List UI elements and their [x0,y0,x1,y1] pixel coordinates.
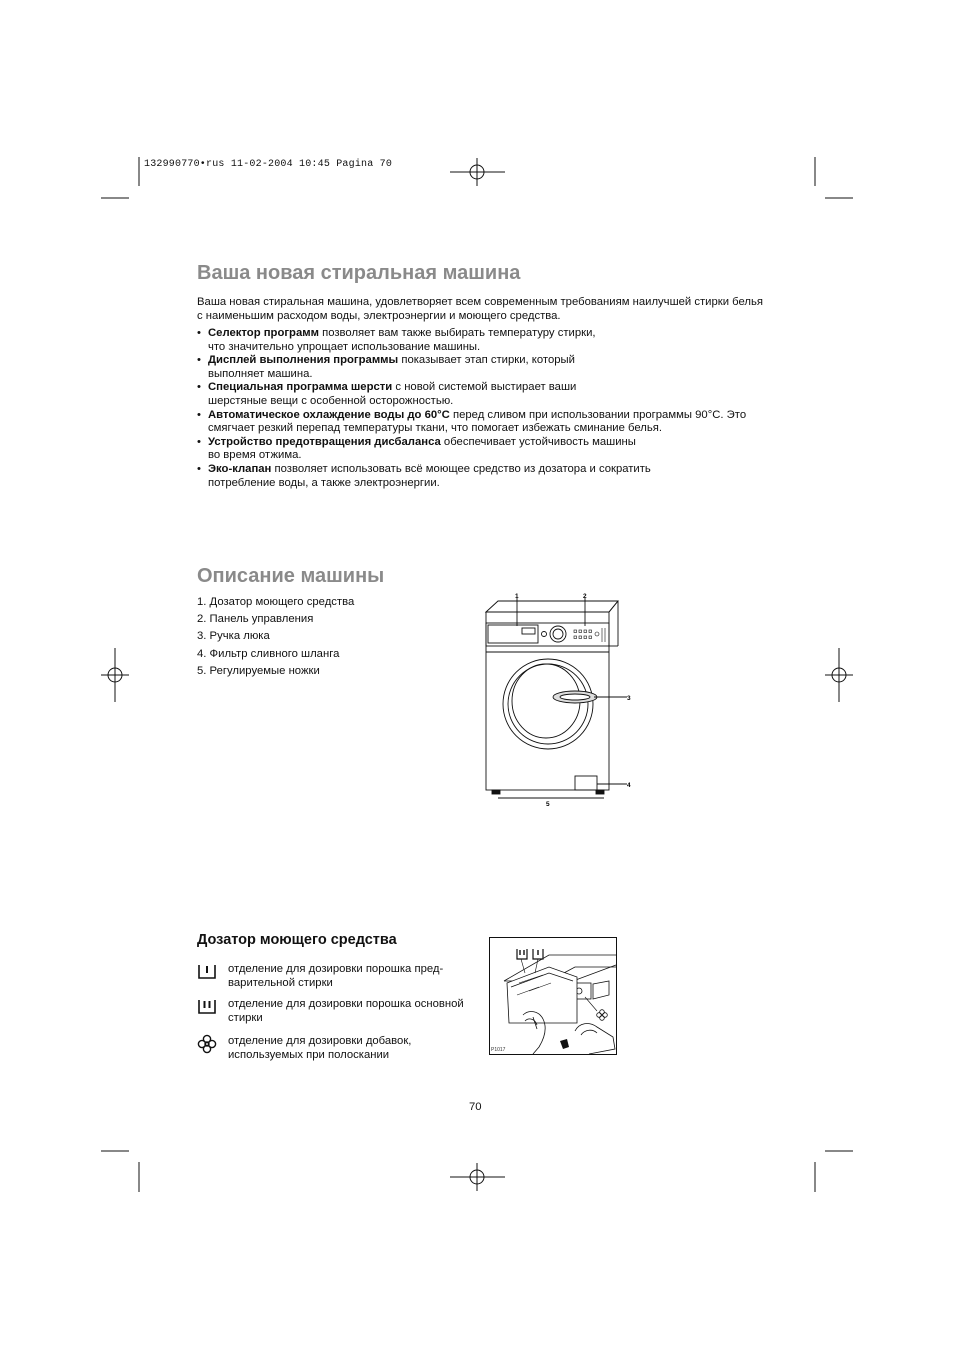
mainwash-description: отделение для дозировки порошка основной стирки [228,998,464,1024]
feature-item [197,409,783,436]
feature-name: Селектор программ [208,327,319,339]
feature-item [197,327,598,354]
section-title-new-machine: Ваша новая стиральная машина [197,262,521,284]
feature-name: Автоматическое охлаждение воды до 60°C [208,408,450,421]
mainwash-compartment-icon [197,997,217,1017]
feature-desc: показывает этап стирки, который выполняет машина. [208,354,575,380]
callout-4: 4 [627,782,631,789]
dispenser-illustration [489,937,617,1055]
feature-item [197,463,703,490]
prewash-compartment-icon [197,962,217,982]
softener-flower-icon [197,1034,217,1054]
callout-2: 2 [583,593,587,600]
feature-name: Дисплей выполнения программы [208,354,399,367]
feature-name: Эко-клапан [208,462,272,475]
feature-name: Устройство предотвращения дисбаланса [208,435,441,448]
prewash-description: отделение для дозировки порошка пред-варительной стирки [228,963,444,989]
washing-machine-diagram [478,590,638,810]
illustration-code: P1017 [491,1047,506,1053]
intro-paragraph: Ваша новая стиральная машина, удовлетворяет всем современным требованиям наилучшей стирки белья с наименьшим расходом воды, электроэнергии и моющего средства. [197,296,764,322]
callout-5: 5 [546,801,550,808]
part-item: 5. Регулируемые ножки [197,664,320,677]
part-item: 4. Фильтр сливного шланга [197,647,340,660]
parts-list [197,596,354,682]
feature-item [197,436,638,463]
dispenser-row-mainwash [197,997,472,1029]
callout-3: 3 [627,695,631,702]
softener-description: отделение для дозировки добавок, используемых при полоскании [228,1035,412,1061]
section-title-machine-description: Описание машины [197,565,385,587]
feature-desc: позволяет вам также выбирать температуру стирки, что значительно упрощает использование машины. [208,327,596,353]
callout-1: 1 [515,593,519,600]
feature-desc: с новой системой выстирает ваши шерстяные вещи с особенной осторожностью. [208,381,577,407]
print-slug: 132990770•rus 11-02-2004 10:45 Pagina 70 [144,159,393,170]
dispenser-row-softener [197,1034,472,1066]
feature-list [197,327,777,490]
section-title-detergent-dispenser: Дозатор моющего средства [197,932,397,948]
feature-item [197,354,618,381]
feature-desc: обеспечивает устойчивость машины во время отжима. [208,435,636,462]
feature-desc: перед сливом при использовании программы 90°C. Это смягчает резкий перепад температуры ткани, что помогает избежать сминание белья. [208,408,747,435]
part-item: 1. Дозатор моющего средства [197,596,355,608]
page-number: 70 [469,1101,482,1113]
part-item: 3. Ручка люка [197,630,270,643]
feature-desc: позволяет использовать всё моющее средство из дозатора и сократить потребление воды, а также электроэнергии. [208,462,651,489]
part-item: 2. Панель управления [197,613,314,626]
dispenser-row-prewash [197,962,472,994]
feature-name: Специальная программа шерсти [208,381,393,394]
feature-item [197,381,608,408]
